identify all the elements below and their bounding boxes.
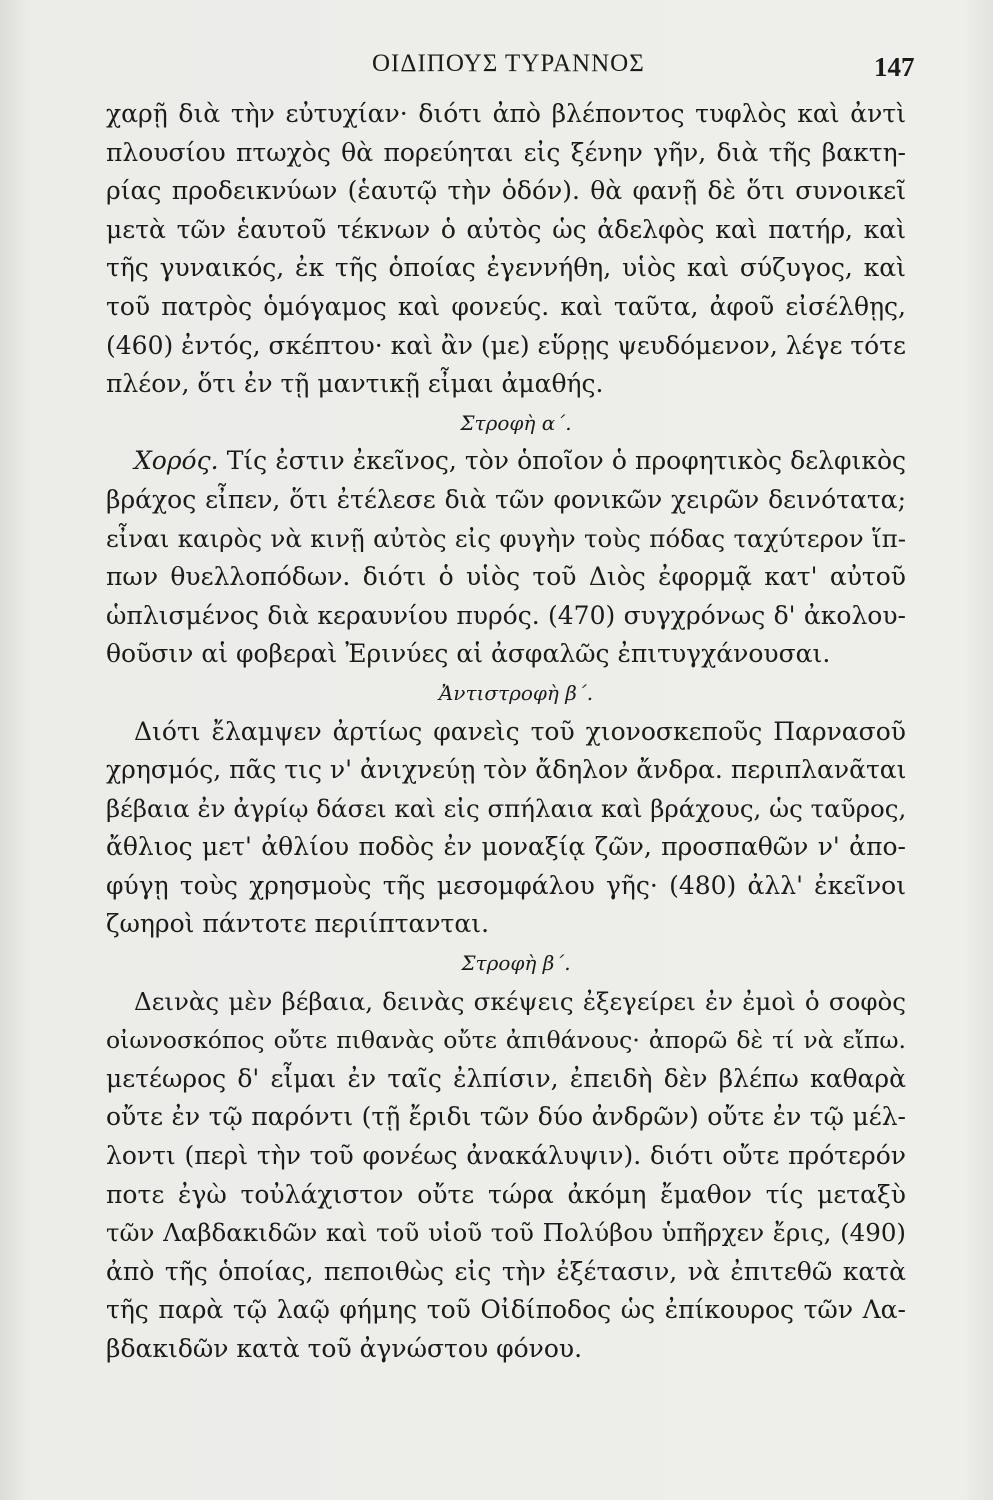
- text-line: χρησμός, πᾶς τις ν' ἀνιχνεύῃ τὸν ἄδηλον ἄνδρα. περιπλανᾶται: [106, 755, 907, 785]
- text-line: Δεινὰς μὲν βέβαια, δεινὰς σκέψεις ἐξεγείρει ἐν ἐμοὶ ὁ σοφὸς: [134, 986, 906, 1016]
- section-heading-strophe-a: Στροφὴ α΄.: [460, 410, 572, 435]
- text-line: ὡπλισμένος διὰ κεραυνίου πυρός. (470) συγχρόνως δ' ἀκολου-: [106, 600, 906, 630]
- paragraph-antistrophe: [106, 713, 906, 945]
- section-heading-antistrophe-b: Ἀντιστροφὴ β΄.: [438, 680, 594, 705]
- text-line: τῆς παρὰ τῷ λαῷ φήμης τοῦ Οἰδίποδος ὡς ἐπίκουρος τῶν Λα-: [106, 1295, 906, 1325]
- text-line: [106, 442, 906, 481]
- text-line: φύγῃ τοὺς χρησμοὺς τῆς μεσομφάλου γῆς· (480) ἀλλ' ἐκεῖνοι: [106, 870, 906, 900]
- text-line: πων θυελλοπόδων. διότι ὁ υἱὸς τοῦ Διὸς ἐφορμᾷ κατ' αὐτοῦ: [106, 562, 906, 592]
- paragraph-chorus: [106, 442, 906, 674]
- text-line: πλέον, ὅτι ἐν τῇ μαντικῇ εἶμαι ἀμαθής.: [106, 369, 604, 399]
- text-line: οὔτε ἐν τῷ παρόντι (τῇ ἔριδι τῶν δύο ἀνδρῶν) οὔτε ἐν τῷ μέλ-: [106, 1102, 906, 1132]
- text-line: μετέωρος δ' εἶμαι ἐν ταῖς ἐλπίσιν, ἐπειδὴ δὲν βλέπω καθαρὰ: [106, 1063, 906, 1093]
- text-line: τῶν Λαβδακιδῶν καὶ τοῦ υἱοῦ τοῦ Πολύβου ὑπῆρχεν ἔρις, (490): [106, 1218, 906, 1248]
- page-number: 147: [874, 52, 915, 82]
- text-line: θοῦσιν αἱ φοβεραὶ Ἐρινύες αἱ ἀσφαλῶς ἐπιτυγχάνουσαι.: [106, 639, 831, 669]
- running-title: ΟΙΔΙΠΟΥΣ ΤΥΡΑΝΝΟΣ: [372, 50, 645, 77]
- section-heading-strophe-b: Στροφὴ β΄.: [461, 951, 571, 976]
- paragraph-prophecy: [106, 95, 906, 404]
- paragraph-strophe-b: [106, 983, 906, 1369]
- text-line: Διότι ἔλαμψεν ἀρτίως φανεὶς τοῦ χιονοσκεποῦς Παρνασοῦ: [134, 716, 906, 746]
- text-line: μετὰ τῶν ἑαυτοῦ τέκνων ὁ αὐτὸς ὡς ἀδελφὸς καὶ πατήρ, καὶ: [106, 214, 906, 244]
- text-line: χαρῇ διὰ τὴν εὐτυχίαν· διότι ἀπὸ βλέποντος τυφλὸς καὶ ἀντὶ: [106, 99, 906, 128]
- text-line: ἀπὸ τῆς ὁποίας, πεποιθὼς εἰς τὴν ἐξέτασιν, νὰ ἐπιτεθῶ κατὰ: [106, 1256, 906, 1286]
- text-line: (460) ἐντός, σκέπτου· καὶ ἂν (με) εὕρῃς ψευδόμενον, λέγε τότε: [106, 330, 907, 360]
- text-line: ποτε ἐγὼ τοὐλάχιστον οὔτε τώρα ἀκόμη ἔμαθον τίς μεταξὺ: [106, 1179, 906, 1209]
- text-line: βδακιδῶν κατὰ τοῦ ἀγνώστου φόνου.: [106, 1334, 583, 1363]
- main-text: [106, 95, 906, 1369]
- text-line: βράχος εἶπεν, ὅτι ἐτέλεσε διὰ τῶν φονικῶν χειρῶν δεινότατα;: [106, 484, 906, 514]
- speaker-label: Χορός.: [134, 446, 219, 476]
- text-line: βέβαια ἐν ἀγρίῳ δάσει καὶ εἰς σπήλαια καὶ βράχους, ὡς ταῦρος,: [106, 793, 907, 823]
- text-line: ἄθλιος μετ' ἀθλίου ποδὸς ἐν μοναξίᾳ ζῶν, προσπαθῶν ν' ἀπο-: [106, 832, 906, 862]
- text-line: πλουσίου πτωχὸς θὰ πορεύηται εἰς ξένην γῆν, διὰ τῆς βακτη-: [106, 137, 906, 167]
- text-line: εἶναι καιρὸς νὰ κινῇ αὐτὸς εἰς φυγὴν τοὺς πόδας ταχύτερον ἵπ-: [106, 523, 906, 553]
- text-line: τῆς γυναικός, ἐκ τῆς ὁποίας ἐγεννήθη, υἱὸς καὶ σύζυγος, καὶ: [106, 253, 906, 283]
- text-line-rest: Τίς ἐστιν ἐκεῖνος, τὸν ὁποῖον ὁ προφητικὸς δελφικὸς: [226, 446, 906, 476]
- text-line: ρίας προδεικνύων (ἑαυτῷ τὴν ὁδόν). θὰ φανῇ δὲ ὅτι συνοικεῖ: [106, 176, 906, 206]
- text-line: ζωηροὶ πάντοτε περιίπτανται.: [106, 909, 490, 939]
- page-header: [0, 42, 993, 82]
- text-line: λοντι (περὶ τὴν τοῦ φονέως ἀνακάλυψιν). διότι οὔτε πρότερόν: [106, 1141, 906, 1171]
- text-line: οἰωνοσκόπος οὔτε πιθανὰς οὔτε ἀπιθάνους· ἀπορῶ δὲ τί νὰ εἴπω.: [106, 1026, 906, 1055]
- text-line: τοῦ πατρὸς ὁμόγαμος καὶ φονεύς. καὶ ταῦτα, ἀφοῦ εἰσέλθῃς,: [106, 291, 906, 321]
